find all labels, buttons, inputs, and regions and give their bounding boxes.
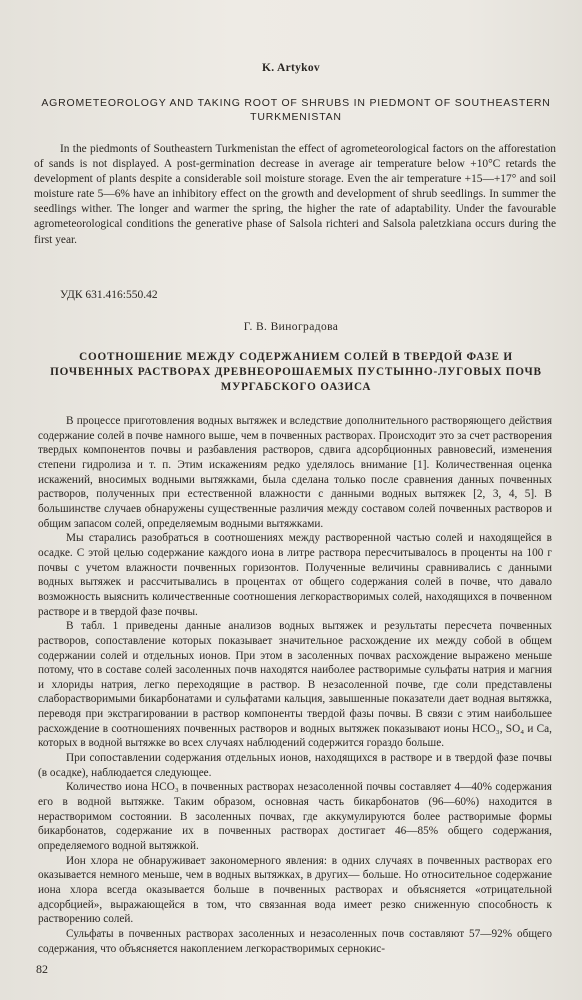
- page-number: 82: [36, 962, 48, 976]
- body-paragraph: Мы старались разобраться в соотношениях между растворенной частью солей и находящейся в осадке. С этой целью содержание каждого иона в литре раствора пересчитывалось в проценты на 100 г почвы с учетом влажности почвенных горизонтов. Полученные величины сравнивались с данными водных вытяжек и рассчитывались в процентах от общего содержания солей в почве, что давало возможность выяснить количественные соотношения легкорастворимых солей, находящихся в почвенном растворе и в твердой фазе почвы.: [38, 532, 552, 618]
- russian-author: Г. В. Виноградова: [243, 321, 339, 333]
- body-paragraph: В процессе приготовления водных вытяжек и вследствие дополнительного растворяющего действия содержание солей в почве намного выше, чем в почвенных растворах. Происходит это за счет растворения твердых компонентов почвы и разбавления растворов, сдвига адсорбционных равновесий, изменения степени гидролиза и т. п. Этим искажениям редко уделялось внимание [1]. Количественная оценка искажений, вносимых водными вытяжками, была сделана только после сравнения данных почвенных растворов, полученных при естественной влажности с данными водных вытяжек [2, 3, 4, 5]. В большинстве случаев обнаружены существенные различия между составом солей почвенных растворов и общим запасом солей, определяемым водными вытяжками.: [38, 415, 552, 530]
- body-paragraph: Сульфаты в почвенных растворах засоленных и незасоленных почв составляют 57—92% общего содержания, что объясняется накоплением легкорастворимых сернокис-: [38, 927, 552, 955]
- body-paragraph: При сопоставлении содержания отдельных ионов, находящихся в растворе и в твердой фазе почвы (в осадке), наблюдается следующее.: [38, 752, 552, 779]
- english-abstract: In the piedmonts of Southeastern Turkmenistan the effect of agrometeorological factors on the afforestation of sands is not displayed. A post-germination decrease in average air temperature below +10°C retards the development of plants despite a considerable soil moisture storage. Even the air temperature +15—+17° and soil moisture rate 5—6% have an inhibitory effect on the growth and development of shrub seedlings. In summer the seedlings wither. The longer and warmer the spring, the higher the rate of adaptability. Under the favourable agrometeorological conditions the generative phase of Salsola richteri and Salsola paletzkiana occurs during the first year.: [34, 143, 556, 246]
- article-body: [38, 414, 552, 956]
- russian-title: СООТНОШЕНИЕ МЕЖДУ СОДЕРЖАНИЕМ СОЛЕЙ В ТВЕРДОЙ ФАЗЕ И ПОЧВЕННЫХ РАСТВОРАХ ДРЕВНЕОРОШАЕМЫХ ПУСТЫННО-ЛУГОВЫХ ПОЧВ МУРГАБСКОГО ОАЗИСА: [50, 351, 542, 393]
- body-paragraph: В табл. 1 приведены данные анализов водных вытяжек и результаты пересчета почвенных растворов, сопоставление которых показывает значительное расхождение их между собой в общем содержании солей и отдельных ионов. При этом в засоленных почвах расхождение выражено меньше потому, что в составе солей засоленных почв находятся наиболее растворимые сульфаты натрия и магния и хлориды натрия, легко переходящие в раствор. В незасоленной почве, где соли представлены слаборастворимыми бикарбонатами и сульфатами кальция, завышенные показатели дает водная вытяжка, переводя при экстрагировании в раствор компоненты твердой фазы почвы. В связи с этим наибольшее расхождение в соотношениях почвенных растворов и водных вытяжек показывают ионы HCO₃, SO₄ и Ca, которых в водной вытяжке во всех случаях наблюдений содержится гораздо больше.: [38, 620, 552, 750]
- english-title: AGROMETEOROLOGY AND TAKING ROOT OF SHRUBS IN PIEDMONT OF SOUTHEASTERN TURKMENISTAN: [41, 97, 551, 123]
- english-author: K. Artykov: [262, 62, 320, 74]
- body-paragraph: Количество иона HCO₃ в почвенных растворах незасоленной почвы составляет 4—40% содержания его в водной вытяжке. Таким образом, основная часть бикарбонатов (96—60%) находится в нерастворимом состоянии. В засоленных почвах, где аккумулируются более растворимые формы бикарбонатов, содержание их в почвенных растворах достигает 46—85% общего содержания, определяемого водной вытяжкой.: [38, 781, 552, 853]
- body-paragraph: Ион хлора не обнаруживает закономерного явления: в одних случаях в почвенных растворах его оказывается немного меньше, чем в водных вытяжках, в других— больше. Но относительное содержание иона хлора всегда оказывается больше в почвенных растворах и объясняется «отрицательной адсорбцией», выражающейся в том, что связанная вода имеет резко сниженную способность к растворению солей.: [38, 854, 552, 926]
- udk-code: УДК 631.416:550.42: [60, 289, 158, 301]
